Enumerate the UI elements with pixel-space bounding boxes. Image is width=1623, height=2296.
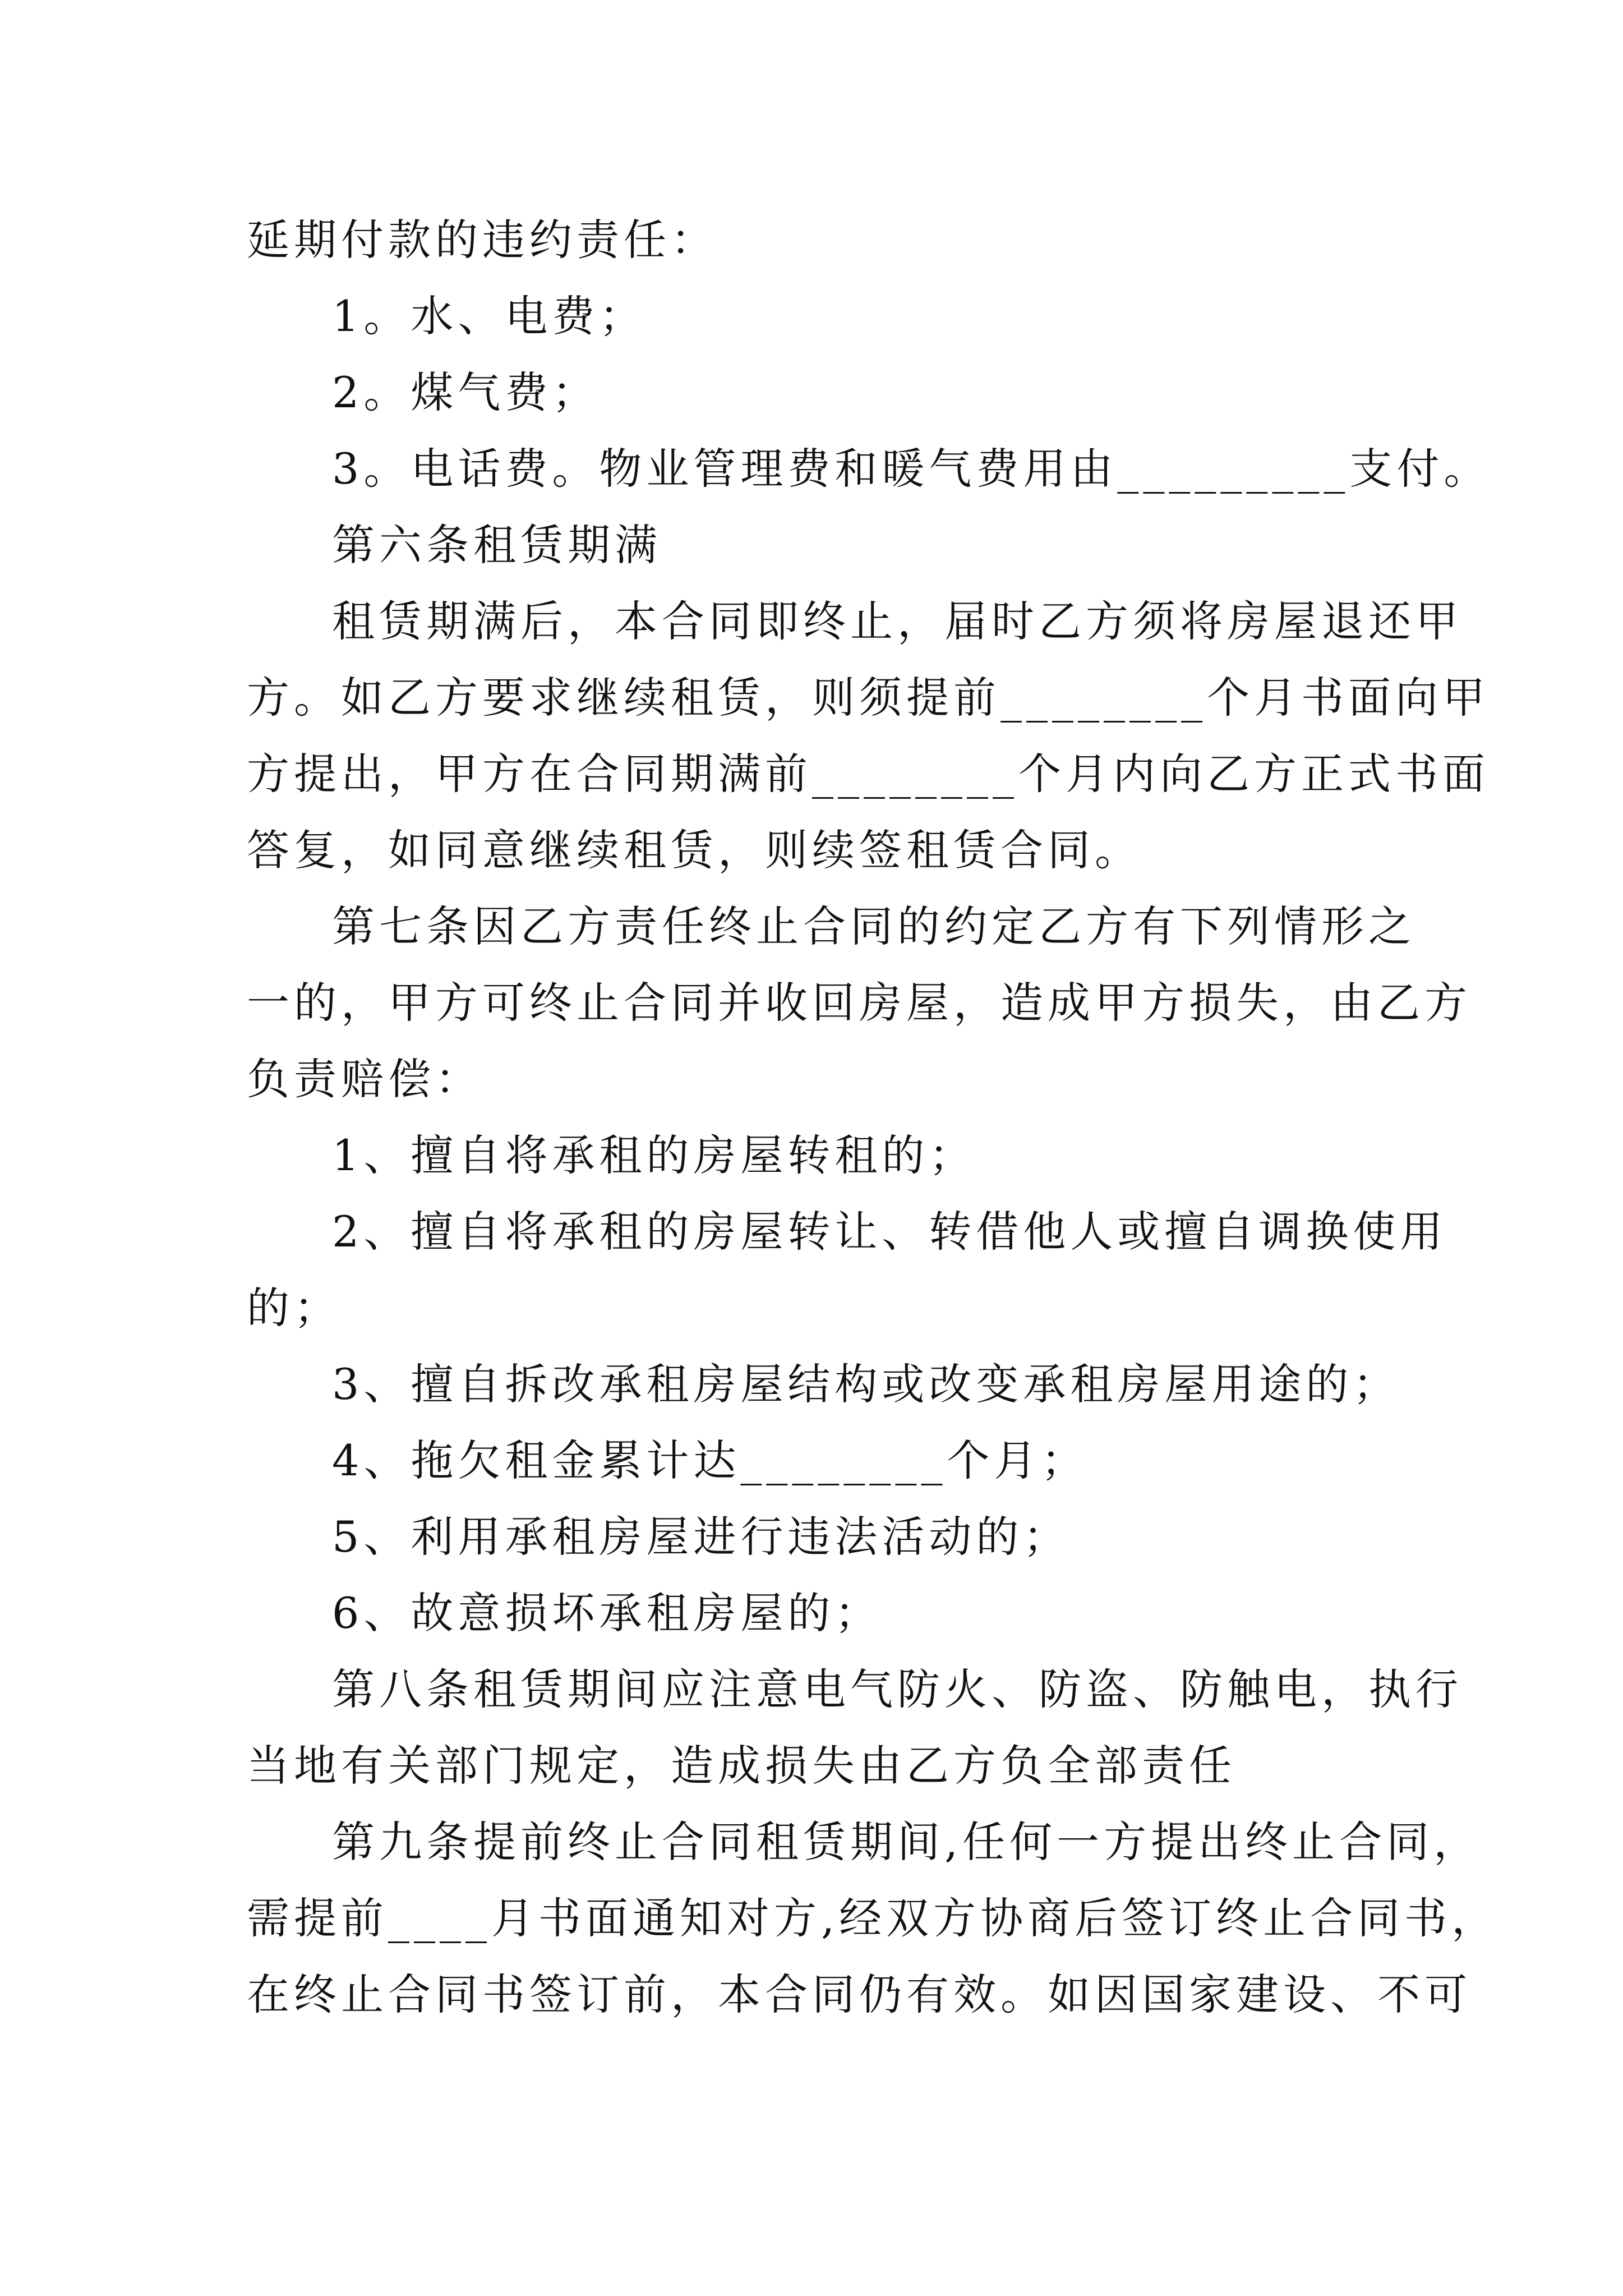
- list-item: 1、擅自将承租的房屋转租的；: [332, 1130, 976, 1180]
- list-item: 5、利用承租房屋进行违法活动的；: [332, 1512, 1071, 1562]
- text-line: 答复，如同意继续租赁，则续签租赁合同。: [247, 825, 1142, 875]
- text-line: 在终止合同书签订前，本合同仍有效。如因国家建设、不可: [247, 1970, 1472, 2019]
- section-heading: 第六条租赁期满: [332, 520, 662, 570]
- text-line: 2。煤气费；: [332, 367, 600, 417]
- document-body: [247, 202, 1499, 2033]
- text-line: 第七条因乙方责任终止合同的约定乙方有下列情形之: [332, 901, 1415, 951]
- list-item: 6、故意损坏承租房屋的；: [332, 1588, 882, 1638]
- list-item: 3、擅自拆改承租房屋结构或改变承租房屋用途的；: [332, 1359, 1400, 1409]
- text-line: 3。电话费。物业管理费和暖气费用由_________支付。: [332, 444, 1491, 494]
- text-line: 当地有关部门规定，造成损失由乙方负全部责任: [247, 1741, 1236, 1791]
- text-line: 的；: [247, 1283, 341, 1333]
- text-line: 负责赔偿：: [247, 1054, 482, 1104]
- text-line: 方。如乙方要求继续租赁，则须提前________个月书面向甲: [247, 673, 1490, 723]
- text-line: 第八条租赁期间应注意电气防火、防盗、防触电，执行: [332, 1664, 1463, 1714]
- text-line: 1。水、电费；: [332, 291, 647, 341]
- text-line: 租赁期满后，本合同即终止，届时乙方须将房屋退还甲: [332, 596, 1463, 646]
- list-item: 4、拖欠租金累计达________个月；: [332, 1435, 1089, 1485]
- list-item: 2、擅自将承租的房屋转让、转借他人或擅自调换使用: [332, 1207, 1447, 1257]
- text-line: 第九条提前终止合同租赁期间,任何一方提出终止合同，: [332, 1817, 1481, 1867]
- text-line: 延期付款的违约责任：: [247, 215, 718, 265]
- text-line: 需提前____月书面通知对方,经双方协商后签订终止合同书，: [247, 1893, 1499, 1943]
- text-line: 一的，甲方可终止合同并收回房屋，造成甲方损失，由乙方: [247, 978, 1472, 1028]
- text-line: 方提出，甲方在合同期满前________个月内向乙方正式书面: [247, 749, 1490, 799]
